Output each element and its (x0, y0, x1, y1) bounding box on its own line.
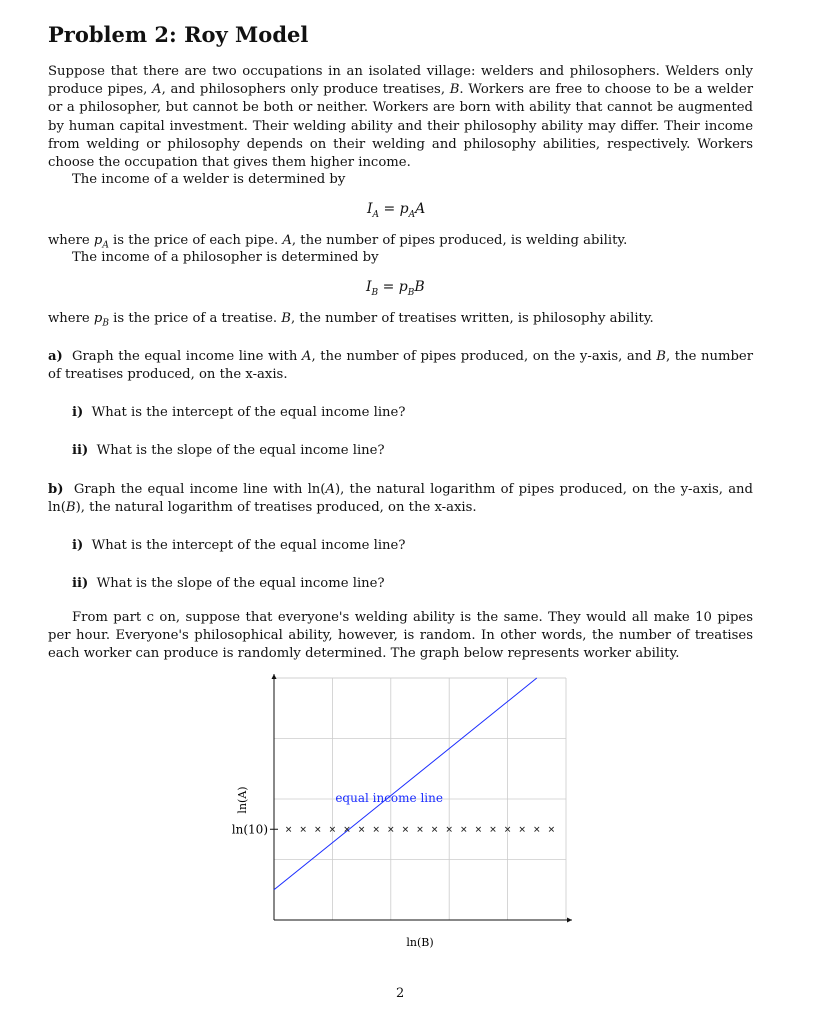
part-b-i: i) What is the intercept of the equal income line? (72, 538, 406, 553)
part-a-i: i) What is the intercept of the equal income line? (72, 405, 406, 420)
worker-marker (403, 827, 408, 832)
worker-ability-chart (222, 670, 582, 960)
worker-marker (549, 827, 554, 832)
worker-marker (418, 827, 423, 832)
welder-intro: The income of a welder is determined by (72, 172, 346, 187)
worker-marker (520, 827, 525, 832)
welder-equation: $I_A = p_AA$ (367, 201, 426, 220)
page-number: 2 (396, 986, 405, 1001)
part-a-question: a) Graph the equal income line with A, the number of pipes produced, on the y-axis, and B, the number of treatises produced, on the x-axis. (48, 349, 754, 383)
problem-title: Problem 2: Roy Model (48, 22, 309, 47)
worker-marker (316, 827, 321, 832)
worker-marker (491, 827, 496, 832)
equal-income-line-label: equal income line (335, 791, 443, 806)
part-c-intro: From part c on, suppose that everyone's welding ability is the same. They would all make 10 pipes per hour. Everyone's philosophical ability, however, is random. In other words, the number of treatises each worker can produce is randomly determined. The graph below represents worker ability. (48, 610, 753, 662)
worker-marker (462, 827, 467, 832)
part-b-question: b) Graph the equal income line with ln(A), the natural logarithm of pipes produced, on the y-axis, and ln(B), the natural logarithm of treatises produced, on the x-axis. (48, 482, 753, 516)
intro-paragraph: Suppose that there are two occupations in an isolated village: welders and philosophers. Welders only produce pipes, A, and philosophers only produce treatises, B. Workers are free to choose to be a welder or a philosopher, but cannot be both or neither. Workers are born with ability that cannot be augmented by human capital investment. Their welding ability and their philosophy ability may differ. Their income from welding or philosophy depends on their welding and philosophy abilities, respectively. Workers choose the occupation that gives them higher income. (48, 64, 754, 171)
y-axis-label: ln(A) (236, 786, 249, 814)
philosopher-intro: The income of a philosopher is determined by (72, 250, 379, 265)
x-axis-arrow (567, 918, 572, 923)
y-axis-arrow (272, 674, 277, 679)
worker-marker (432, 827, 437, 832)
worker-marker (476, 827, 481, 832)
equal-income-line (274, 678, 537, 890)
y-tick-label: ln(10) (231, 822, 268, 837)
part-a-ii: ii) What is the slope of the equal income line? (72, 443, 385, 458)
x-axis-label: ln(B) (406, 936, 434, 949)
philosopher-where: where $p_B$ is the price of a treatise. B, the number of treatises written, is philosophy ability. (48, 311, 654, 329)
philosopher-equation: $I_B = p_BB$ (366, 279, 425, 298)
worker-marker (374, 827, 379, 832)
worker-marker (359, 827, 364, 832)
welder-where: where $p_A$ is the price of each pipe. A, the number of pipes produced, is welding ability. (48, 233, 628, 251)
part-b-ii: ii) What is the slope of the equal income line? (72, 576, 385, 591)
worker-marker (286, 827, 291, 832)
worker-marker (535, 827, 540, 832)
worker-marker (301, 827, 306, 832)
